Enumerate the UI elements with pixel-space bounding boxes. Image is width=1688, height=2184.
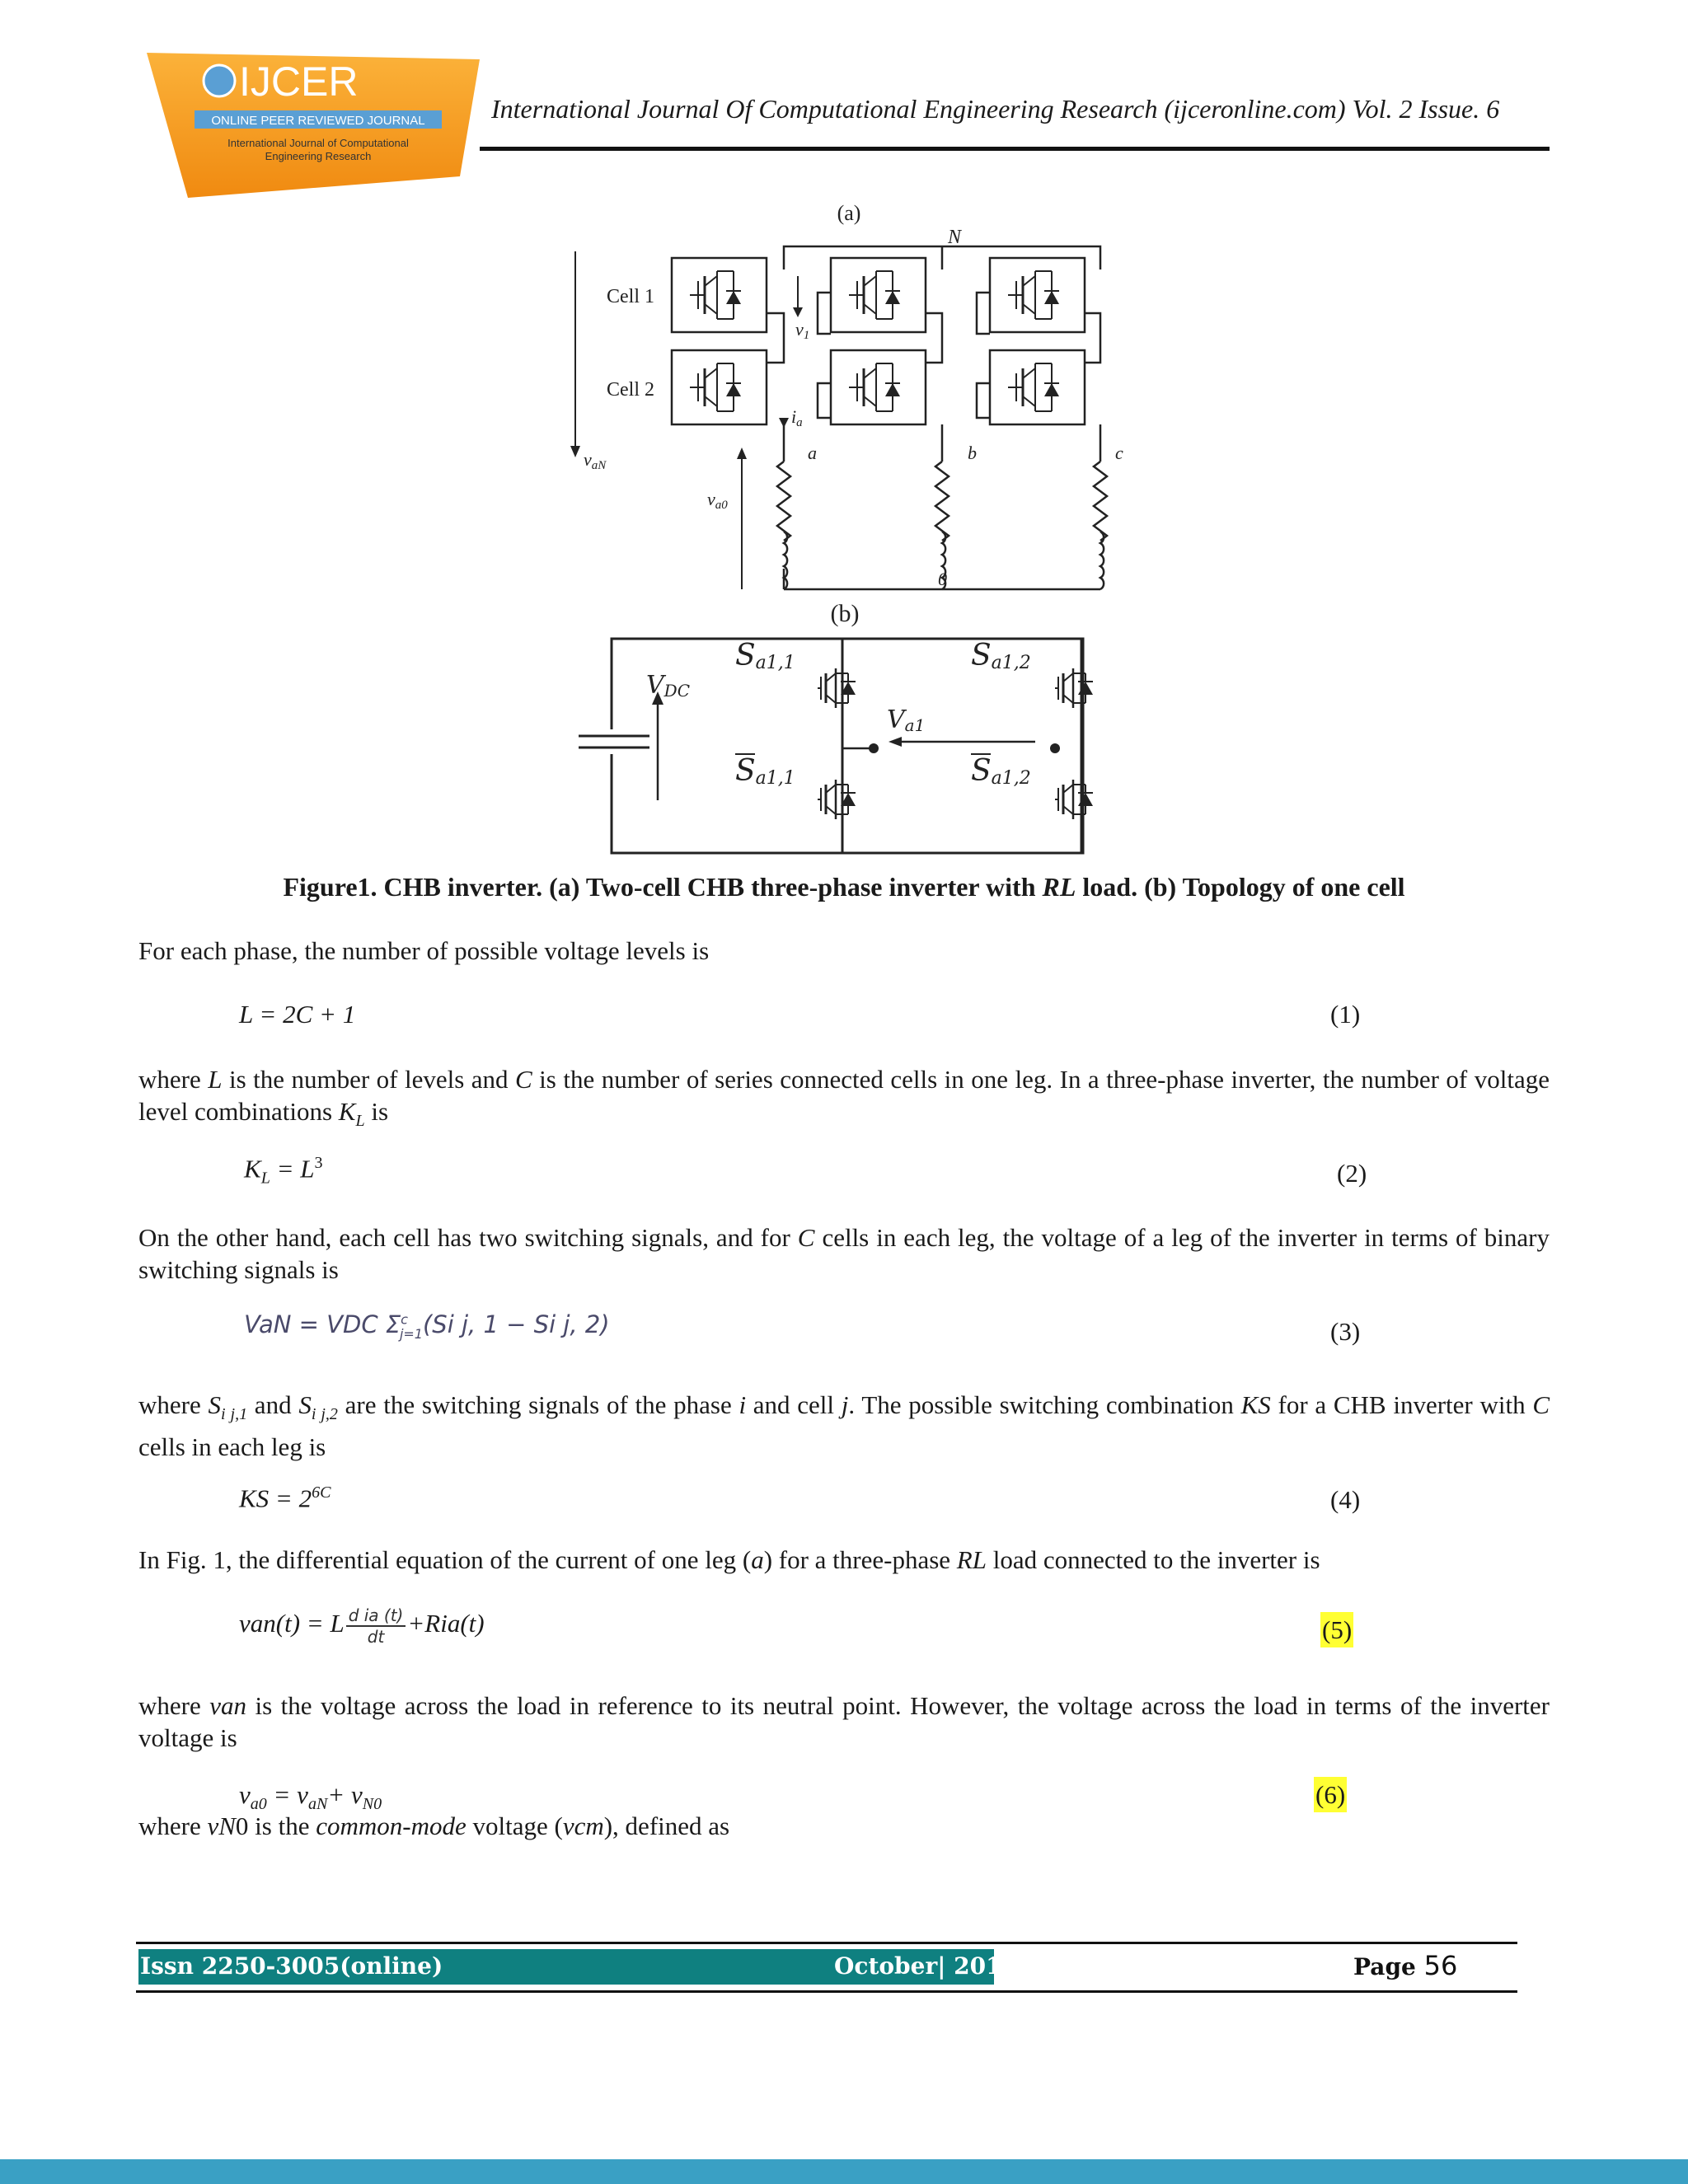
svg-text:Sa1,2: Sa1,2 <box>971 639 1031 673</box>
svg-text:va0: va0 <box>707 489 728 512</box>
label-N: N <box>948 227 962 248</box>
label-phase-a: a <box>808 443 817 463</box>
svg-text:ONLINE PEER REVIEWED JOURNAL: ONLINE PEER REVIEWED JOURNAL <box>211 114 425 128</box>
svg-text:vaN: vaN <box>584 449 607 472</box>
equation-4-number: (4) <box>1330 1485 1361 1514</box>
paragraph-2: where L is the number of levels and C is the number of series connected cells in one leg. In a three-phase inverter, the number of voltage level combinations $K_L$ is <box>138 1065 1550 1131</box>
bottom-bar <box>0 2159 1688 2184</box>
label-cell2: Cell 2 <box>607 379 654 401</box>
svg-text:Sa1,2: Sa1,2 <box>971 754 1031 789</box>
paragraph-5: In Fig. 1, the differential equation of the current of one leg (a) for a three-phase RL load connected to the inverter is <box>138 1545 1320 1574</box>
svg-text:International Journal of Compu: International Journal of Computational <box>227 137 409 149</box>
header-rule <box>480 147 1550 151</box>
svg-text:IJCER: IJCER <box>239 59 359 105</box>
label-a: (a) <box>837 201 861 225</box>
label-b: (b) <box>830 600 860 627</box>
equation-6-number: (6) <box>1314 1780 1347 1810</box>
footer-issn: Issn 2250-3005(online) <box>140 1952 443 1980</box>
svg-text:VDC: VDC <box>646 671 691 701</box>
svg-text:Engineering Research: Engineering Research <box>265 150 372 162</box>
footer-rule-top <box>136 1942 1517 1944</box>
label-cell1: Cell 1 <box>607 286 654 307</box>
equation-2-number: (2) <box>1337 1159 1367 1188</box>
paragraph-4: where $S_{i j,1}$ and $S_{i j,2}$ are the switching signals of the phase i and cell j. The possible switching combination KS for a CHB inverter with C cells in each leg is <box>138 1390 1550 1462</box>
equation-5-number: (5) <box>1320 1615 1353 1645</box>
svg-text:ia: ia <box>791 406 803 429</box>
footer-page-number: Page 56 <box>1353 1950 1458 1981</box>
equation-3-number: (3) <box>1330 1317 1361 1346</box>
paragraph-7: where vN0 is the common-mode voltage (vcm), defined as <box>138 1811 730 1840</box>
equation-1: L = 2C + 1 <box>239 1000 356 1029</box>
label-phase-b: b <box>968 443 977 463</box>
label-node-0: 0 <box>938 569 947 589</box>
chb-inverter-figure <box>560 194 1154 861</box>
equation-6: $v_{a0} = v_{aN}+ v_{N0}$ <box>239 1780 382 1814</box>
equation-2: $K_L = L^3$ <box>244 1154 323 1188</box>
journal-logo <box>147 53 480 198</box>
footer-date: October| 2012 <box>834 1952 1019 1980</box>
journal-header: International Journal Of Computational Engineering Research (ijceronline.com) Vol. 2 Issue. 6 <box>491 94 1500 124</box>
svg-text:v1: v1 <box>795 319 810 342</box>
equation-5-fraction: $\frac{\text{d ia (t)}}{dt}$ <box>346 1605 406 1647</box>
svg-text:Va1: Va1 <box>887 705 926 735</box>
label-phase-c: c <box>1115 443 1123 463</box>
equation-3: VaN = VDC $\Sigma^c_{j=1}(Si$ j, 1 − Si j, 2) <box>244 1310 610 1342</box>
paragraph-1: For each phase, the number of possible voltage levels is <box>138 936 710 965</box>
figure-caption: Figure1. CHB inverter. (a) Two-cell CHB three-phase inverter with RL load. (b) Topology of one cell <box>283 872 1405 902</box>
footer-rule-bottom <box>136 1990 1517 1993</box>
svg-text:Sa1,1: Sa1,1 <box>735 754 795 789</box>
equation-1-number: (1) <box>1330 1000 1361 1029</box>
paragraph-3: On the other hand, each cell has two switching signals, and for C cells in each leg, the voltage of a leg of the inverter in terms of binary switching signals is <box>138 1223 1550 1284</box>
svg-text:Sa1,1: Sa1,1 <box>735 639 795 673</box>
paragraph-6: where van is the voltage across the load in reference to its neutral point. However, the voltage across the load in terms of the inverter voltage is <box>138 1691 1550 1752</box>
equation-5: van(t) = L $\frac{\text{d ia (t)}}{dt}$ +Ria(t) <box>239 1605 485 1647</box>
equation-4: KS = $2^{6C}$ <box>239 1483 331 1513</box>
